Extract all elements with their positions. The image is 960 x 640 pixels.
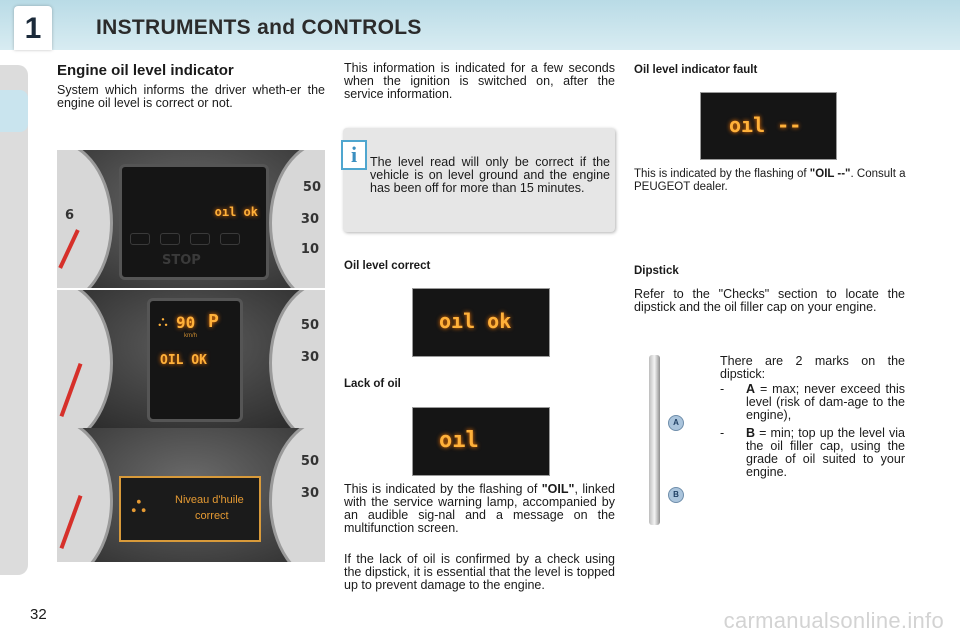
oil-fault-keyword: "OIL --" xyxy=(809,168,851,180)
lamp-icon xyxy=(130,233,150,245)
oil-indicator-fault-title: Oil level indicator fault xyxy=(634,64,758,76)
list-dash: - xyxy=(720,426,725,440)
side-rail-accent xyxy=(0,90,28,132)
list-item xyxy=(720,427,905,479)
gauge-number: 50 xyxy=(302,180,321,195)
oil-fault-text xyxy=(634,168,909,194)
lamp-icon xyxy=(220,233,240,245)
lack-of-oil-text xyxy=(344,483,615,535)
oil-can-icon: ⛬ xyxy=(158,313,168,329)
cluster-photo-3 xyxy=(57,428,325,562)
gauge-number: 50 xyxy=(300,454,319,469)
gauge-number: 6 xyxy=(65,208,75,223)
side-rail xyxy=(0,65,28,575)
page-title: INSTRUMENTS and CONTROLS xyxy=(96,16,422,39)
multifunction-screen xyxy=(147,298,243,422)
oil-ok-display xyxy=(412,288,550,357)
stop-lamp-text: STOP xyxy=(162,253,201,268)
watermark: carmanualsonline.info xyxy=(723,608,944,633)
dipstick-mark-b: B xyxy=(668,487,684,503)
dipstick-illustration xyxy=(649,355,660,525)
oil-ok-display-text: oıl ok xyxy=(439,309,512,333)
lamp-icon xyxy=(190,233,210,245)
message-line-2: correct xyxy=(195,510,229,522)
oil-ok-display-text: oıl ok xyxy=(214,205,258,219)
dipstick-marks-list xyxy=(720,383,905,484)
lack-of-oil-title: Lack of oil xyxy=(344,378,401,390)
dipstick-mark-a: A xyxy=(668,415,684,431)
oil-flash-display xyxy=(412,407,550,476)
oil-display-text: oıl xyxy=(439,428,479,453)
list-item xyxy=(720,383,905,422)
oil-ok-status: OIL OK xyxy=(160,353,207,368)
speed-readout: 90 xyxy=(176,313,196,332)
info-icon: i xyxy=(341,140,367,170)
oil-can-icon: ⛬ xyxy=(131,492,147,517)
mark-b-text: = min; top up the level via the oil filler cap, using the grade of oil suited to your engine. xyxy=(746,426,905,479)
oil-fault-display-text: oıl -- xyxy=(729,113,802,137)
gauge-number: 50 xyxy=(300,318,319,333)
lamp-icon xyxy=(160,233,180,245)
gauge-number: 30 xyxy=(300,212,319,227)
list-dash: - xyxy=(720,382,725,396)
cluster-photo-1 xyxy=(57,150,325,288)
dipstick-title: Dipstick xyxy=(634,265,679,277)
multifunction-screen xyxy=(119,164,269,280)
multifunction-screen xyxy=(119,476,261,542)
warning-lamps-row xyxy=(130,233,256,247)
mark-a-text: = max; never exceed this level (risk of dam-age to the engine), xyxy=(746,382,905,422)
lack-of-oil-check-text: If the lack of oil is confirmed by a check using the dipstick, it is essential that the level is topped up to prevent damage to the engine. xyxy=(344,552,615,592)
chapter-number-tab: 1 xyxy=(14,6,52,50)
dipstick-marks-intro: There are 2 marks on the dipstick: xyxy=(720,354,905,381)
oil-fault-text-part: This is indicated by the flashing of xyxy=(634,168,810,180)
speed-unit: km/h xyxy=(184,333,198,339)
gauge-number: 10 xyxy=(300,242,319,257)
dipstick-text: Refer to the "Checks" section to locate the dipstick and the oil filler cap on your engine. xyxy=(634,287,905,314)
info-note-text: The level read will only be correct if the vehicle is on level ground and the engine has been off for more than 15 minutes. xyxy=(370,155,610,195)
page-number: 32 xyxy=(30,606,47,623)
cluster-photo-2 xyxy=(57,290,325,428)
message-line-1: Niveau d'huile xyxy=(175,494,244,506)
mark-b-label: B xyxy=(746,426,756,440)
oil-level-correct-title: Oil level correct xyxy=(344,260,431,272)
oil-keyword: "OIL" xyxy=(541,482,575,496)
gauge-number: 30 xyxy=(300,350,319,365)
mark-a-label: A xyxy=(746,382,756,396)
intro-text: System which informs the driver wheth-er the engine oil level is correct or not. xyxy=(57,83,325,110)
oil-fault-display xyxy=(700,92,837,160)
oil-fault-text-part: . Consult a PEUGEOT dealer. xyxy=(634,168,906,193)
gauge-number: 30 xyxy=(300,486,319,501)
gear-indicator: P xyxy=(208,311,219,332)
lack-of-oil-text-part: This is indicated by the flashing of xyxy=(344,482,542,496)
info-intro-text: This information is indicated for a few seconds when the ignition is switched on, after the service information. xyxy=(344,61,615,101)
lack-of-oil-text-part: , linked with the service warning lamp, accompanied by an audible sig-nal and a message on the multifunction screen. xyxy=(344,482,615,535)
section-title-engine-oil: Engine oil level indicator xyxy=(57,62,234,79)
